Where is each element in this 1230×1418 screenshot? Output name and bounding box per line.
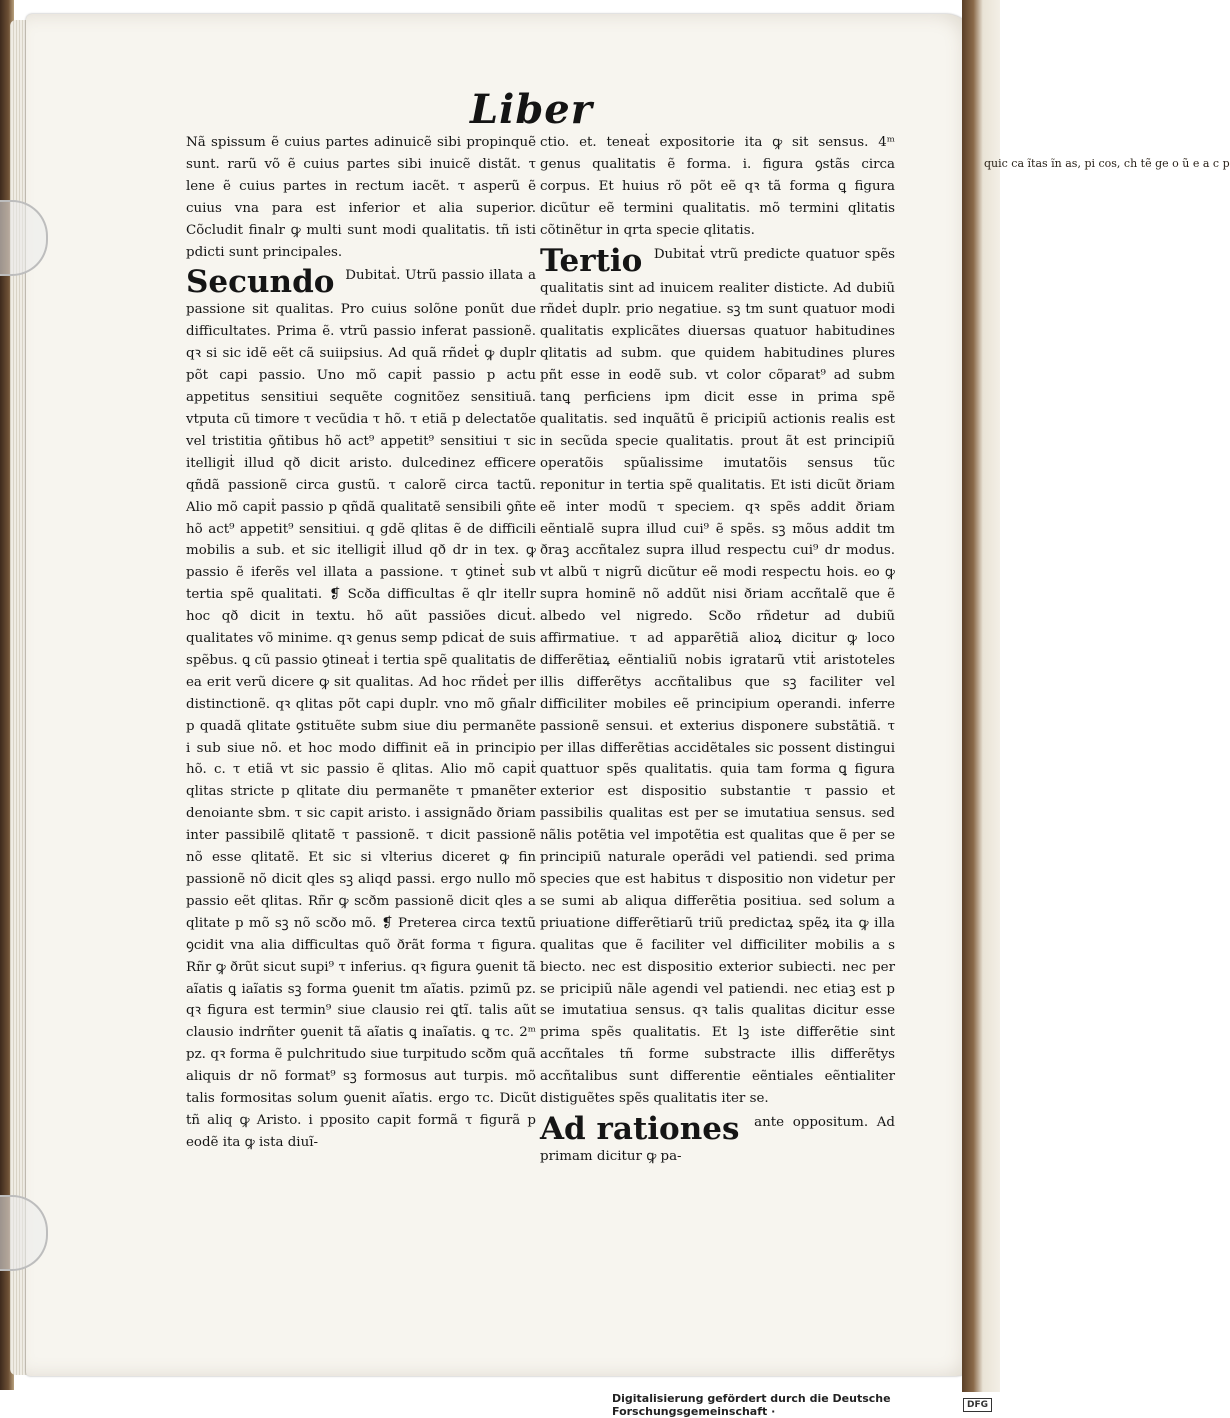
digitization-footer bbox=[612, 1391, 1000, 1418]
right-section-tertio bbox=[540, 244, 895, 1110]
initial-tertio: Tertio bbox=[540, 242, 643, 279]
left-paragraph-1: Nã spissum ẽ cuius partes adinuicẽ sibi propinquẽ sunt. rarũ võ ẽ cuius partes sibi inuicẽ distãt. τ lene ẽ cuius partes in rectum iacẽt. τ asperũ ẽ cuius vna para est inferior et alia superior. Cõcludit finalr ꝙ multi sunt modi qualitatis. tñ isti pdicti sunt principales. bbox=[186, 135, 536, 260]
facing-page-text: quic ca ĩtas ĩn as, pi cos, ch tẽ ge o ũ e a c p bbox=[984, 157, 1230, 170]
dfg-logo-icon: DFG bbox=[963, 1398, 992, 1412]
left-section-secundo bbox=[186, 265, 536, 1153]
left-column bbox=[186, 132, 536, 1154]
running-header: Liber bbox=[470, 86, 593, 133]
left-paragraph-2: Dubitaṫ. Utrũ passio illata a passione sit qualitas. Pro cuius solõne ponũt due difficultates. Prima ẽ. vtrũ passio inferat passionẽ. qꝛ si sic idẽ eẽt cã suiipsius. Ad quã rñdeṫ ꝙ duplr põt capi passio. Uno mõ capiṫ passio p actu appetitus sensitiui sequẽte cognitõez sensitiuã. vtputa cũ timore τ vecũdia τ hõ. τ etiã p delectatõe vel tristitia ꝯñtibus hõ act⁹ appetit⁹ sensitiui τ sic itelligiṫ illud qð dicit aristo. dulcedinez efficere qñdã passionẽ circa gustũ. τ calorẽ circa tactũ. Alio mõ capiṫ passio p qñdã qualitatẽ sensibili ꝯñte hõ act⁹ appetit⁹ sensitiui. q gdẽ qlitas ẽ de difficili mobilis a sub. et sic itelligiṫ illud qð dr in tex. ꝙ passio ẽ iferẽs vel illata a passione. τ ꝯtineṫ sub tertia spẽ qualitati. ❡ Scða difficultas ẽ qlr itellr hoc qð dicit in textu. hõ aũt passiões dicuṫ. qualitates võ minime. qꝛ genus semp pdicaṫ de suis spẽbus. ꝗ cũ passio ꝯtineaṫ i tertia spẽ qualitatis de ea erit verũ dicere ꝙ sit qualitas. Ad hoc rñdeṫ per distinctionẽ. qꝛ qlitas põt capi duplr. vno mõ gñalr p quadã qlitate ꝯstituẽte subm siue diu permanẽte i sub siue nõ. et hoc modo diffinit eã in principio hõ. c. τ etiã vt sic passio ẽ qlitas. Alio mõ capiṫ qlitas stricte p qlitate diu permanẽte τ pmanẽter denoiante sbm. τ sic capit aristo. i assignãdo ðriam inter passibilẽ qlitatẽ τ passionẽ. τ dicit passionẽ nõ esse qlitatẽ. Et sic si vlterius diceret ꝙ fin passionẽ nõ dicit qles sꝫ aliqd passi. ergo nullo mõ passio eẽt qlitas. Rñr ꝙ scðm passionẽ dicit qles a qlitate p mõ sꝫ nõ scðo mõ. ❡ Preterea circa textũ ꝯcidit vna alia difficultas quõ ðrãt forma τ figura. Rñr ꝙ ðrũt sicut supi⁹ τ inferius. qꝛ figura ꝯuenit tã aĩatis ꝗ iaĩatis sꝫ forma ꝯuenit tm aĩatis. pzimũ pz. qꝛ figura est termin⁹ siue clausio rei ꝗtĩ. talis aũt clausio indrñter ꝯuenit tã aĩatis ꝗ inaĩatis. ꝗ τc. 2ᵐ pz. qꝛ forma ẽ pulchritudo siue turpitudo scðm quã aliquis dr nõ format⁹ sꝫ formosus aut turpis. mõ talis formositas solum ꝯuenit aĩatis. ergo τc. Dicũt tñ aliq ꝙ Aristo. i pposito capit formã τ figurã p eodẽ ita ꝙ ista diuĩ- bbox=[186, 268, 536, 1150]
footer-text: Digitalisierung gefördert durch die Deutsche Forschungsgemeinschaft · bbox=[612, 1391, 891, 1418]
right-column bbox=[540, 132, 895, 1168]
right-section-ad-rationes bbox=[540, 1112, 895, 1168]
initial-secundo: Secundo bbox=[186, 264, 335, 301]
right-paragraph-2: Dubitaṫ vtrũ predicte quatuor spẽs qualitatis sint ad inuicem realiter disticte. Ad dubiũ rñdeṫ duplr. prio negatiue. sꝫ tm sunt quatuor modi qualitatis explicãtes diuersas quatuor habitudines qlitatis ad subm. que quidem habitudines plures pñt esse in eodẽ sub. vt color cõparat⁹ ad subm tanꝗ perficiens ipm dicit esse in prima spẽ qualitatis. sed inquãtũ ẽ pricipiũ actionis realis est in secũda specie qualitatis. prout ãt est principiũ operatõis spũalissime imutatõis sensus tũc reponitur in tertia spẽ qualitatis. Et isti dicũt ðriam eẽ inter modũ τ speciem. qꝛ spẽs addit ðriam eẽntialẽ supra illud cui⁹ ẽ spẽs. sꝫ mõus addit tm ðraꝫ accñtalez supra illud respectu cui⁹ dr modus. vt albũ τ nigrũ dicũtur eẽ modi respectu hois. eo ꝙ supra hominẽ nõ addũt nisi ðriam accñtalẽ que ẽ albedo vel nigredo. Scðo rñdetur ad dubiũ affirmatiue. τ ad apparẽtiã alioꝝ dicitur ꝙ loco differẽtiaꝝ eẽntialiũ nobis igratarũ vtiṫ aristoteles illis differẽtys accñtalibus que sꝫ faciliter vel difficiliter mobiles eẽ principium operandi. inferre passionẽ sensui. et exterius disponere substãtiã. τ per illas differẽtias accidẽtales sic possent distingui quattuor spẽs qualitatis. quia tam forma ꝗ figura exterior est dispositio substantie τ passio et passibilis qualitas est per se imutatiua sensus. sed nãlis potẽtia vel impotẽtia est qualitas que ẽ per se principiũ naturale operãdi vel patiendi. sed prima species que est habitus τ dispositio non videtur per se sumi ab aliqua differẽtia positiua. sed solum a priuatione differẽtiarũ triũ predictaꝝ spẽꝝ ita ꝙ illa qualitas que ẽ faciliter vel difficiliter mobilis a s biecto. nec est dispositio exterior subiecti. nec per se pricipiũ nãle agendi vel patiendi. nec etiaꝫ est p se imutatiua sensus. qꝛ talis qualitas dicitur esse prima spẽs qualitatis. Et lꝫ iste differẽtie sint accñtales tñ forme substracte illis differẽtys accñtalibus sunt differentie eẽntiales eẽntialiter distiguẽtes spẽs qualitatis iter se. bbox=[540, 246, 896, 1107]
initial-ad-rationes: Ad rationes bbox=[540, 1110, 740, 1147]
right-paragraph-3: ante oppositum. Ad primam dicitur ꝙ pa- bbox=[540, 1114, 895, 1164]
right-paragraph-1: ctio. et. teneaṫ expositorie ita ꝙ sit sensus. 4ᵐ genus qualitatis ẽ forma. i. figura ꝯstãs circa corpus. Et huius rõ põt eẽ qꝛ tã forma ꝗ figura dicũtur eẽ termini qualitatis. mõ termini qlitatis cõtinẽtur in qrta specie qlitatis. bbox=[540, 135, 895, 238]
